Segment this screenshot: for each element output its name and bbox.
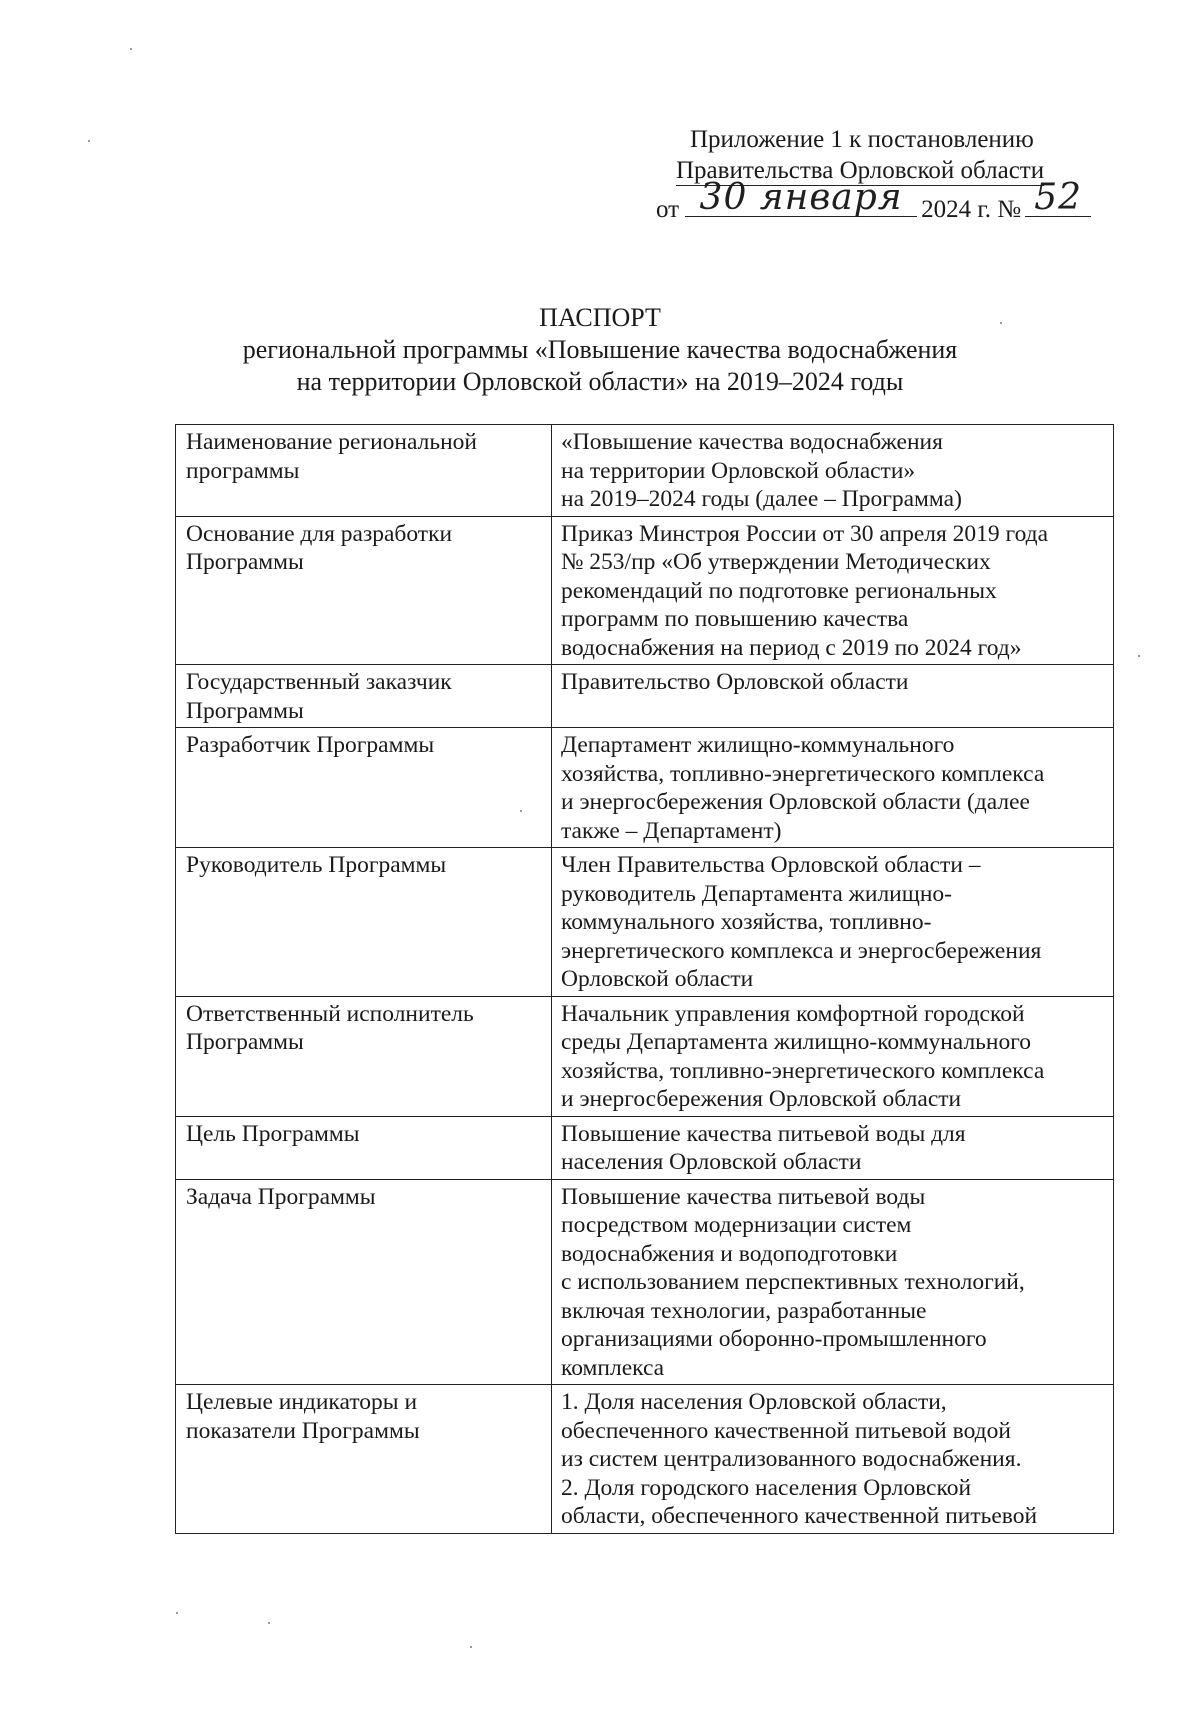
row-value: Член Правительства Орловской области – руководитель Департамента жилищно- коммунального хозяйства, топливно- энергетического комплекса и энергосбережения Орловской области — [552, 848, 1114, 997]
row-label: Основание для разработки Программы — [176, 516, 552, 665]
scan-speck — [520, 810, 522, 812]
table-row — [176, 1385, 1114, 1534]
table-row — [176, 516, 1114, 665]
table-row — [176, 425, 1114, 517]
row-value: 1. Доля населения Орловской области, обеспеченного качественной питьевой водой из систем централизованного водоснабжения. 2. Доля городского населения Орловской области, обеспеченного качественной питьевой — [552, 1385, 1114, 1534]
scan-speck — [88, 140, 90, 142]
scan-speck — [470, 1646, 472, 1648]
row-label: Разработчик Программы — [176, 728, 552, 848]
row-label: Цель Программы — [176, 1116, 552, 1179]
row-value: Правительство Орловской области — [552, 665, 1114, 728]
table-row — [176, 665, 1114, 728]
passport-table — [175, 424, 1114, 1534]
table-row — [176, 848, 1114, 997]
table-row — [176, 1179, 1114, 1385]
table-row — [176, 996, 1114, 1116]
row-value: Начальник управления комфортной городской среды Департамента жилищно-коммунального хозяйства, топливно-энергетического комплекса и энергосбережения Орловской области — [552, 996, 1114, 1116]
row-value: Департамент жилищно-коммунального хозяйства, топливно-энергетического комплекса и энергосбережения Орловской области (далее также – Департамент) — [552, 728, 1114, 848]
appendix-line-2-text: Правительства Орловской области — [676, 157, 1045, 184]
row-value: Повышение качества питьевой воды для населения Орловской области — [552, 1116, 1114, 1179]
appendix-line-1: Приложение 1 к постановлению — [690, 126, 1034, 153]
row-value: «Повышение качества водоснабжения на территории Орловской области» на 2019–2024 годы (далее – Программа) — [552, 425, 1114, 517]
appendix-line-3 — [600, 177, 1100, 225]
row-label: Задача Программы — [176, 1179, 552, 1385]
document-title — [0, 302, 1200, 398]
handwritten-number: 52 — [1034, 177, 1083, 218]
scan-speck — [130, 48, 132, 50]
row-label: Государственный заказчик Программы — [176, 665, 552, 728]
title-line-2: региональной программы «Повышение качества водоснабжения — [242, 335, 958, 364]
appendix-prefix: от — [656, 196, 680, 223]
title-line-1: ПАСПОРТ — [539, 303, 661, 332]
appendix-header — [600, 124, 1100, 225]
row-value: Повышение качества питьевой воды посредством модернизации систем водоснабжения и водоподготовки с использованием перспективных технологий, включая технологии, разработанные организациями оборонно-промышленного комплекса — [552, 1179, 1114, 1385]
appendix-year: 2024 г. № — [921, 196, 1022, 223]
row-label: Руководитель Программы — [176, 848, 552, 997]
row-label: Наименование региональной программы — [176, 425, 552, 517]
title-line-3: на территории Орловской области» на 2019–2024 годы — [296, 367, 904, 396]
scan-speck — [1000, 322, 1002, 324]
handwritten-date: 30 января — [699, 177, 903, 218]
table-row — [176, 728, 1114, 848]
number-blank — [1025, 177, 1091, 218]
table-row — [176, 1116, 1114, 1179]
scan-speck — [268, 1622, 270, 1624]
row-value: Приказ Минстроя России от 30 апреля 2019 года № 253/пр «Об утверждении Методических рекомендаций по подготовке региональных программ по повышению качества водоснабжения на период с 2019 по 2024 год» — [552, 516, 1114, 665]
row-label: Целевые индикаторы и показатели Программы — [176, 1385, 552, 1534]
scan-speck — [1138, 655, 1140, 657]
date-blank — [685, 177, 917, 218]
row-label: Ответственный исполнитель Программы — [176, 996, 552, 1116]
scan-speck — [176, 1612, 178, 1614]
